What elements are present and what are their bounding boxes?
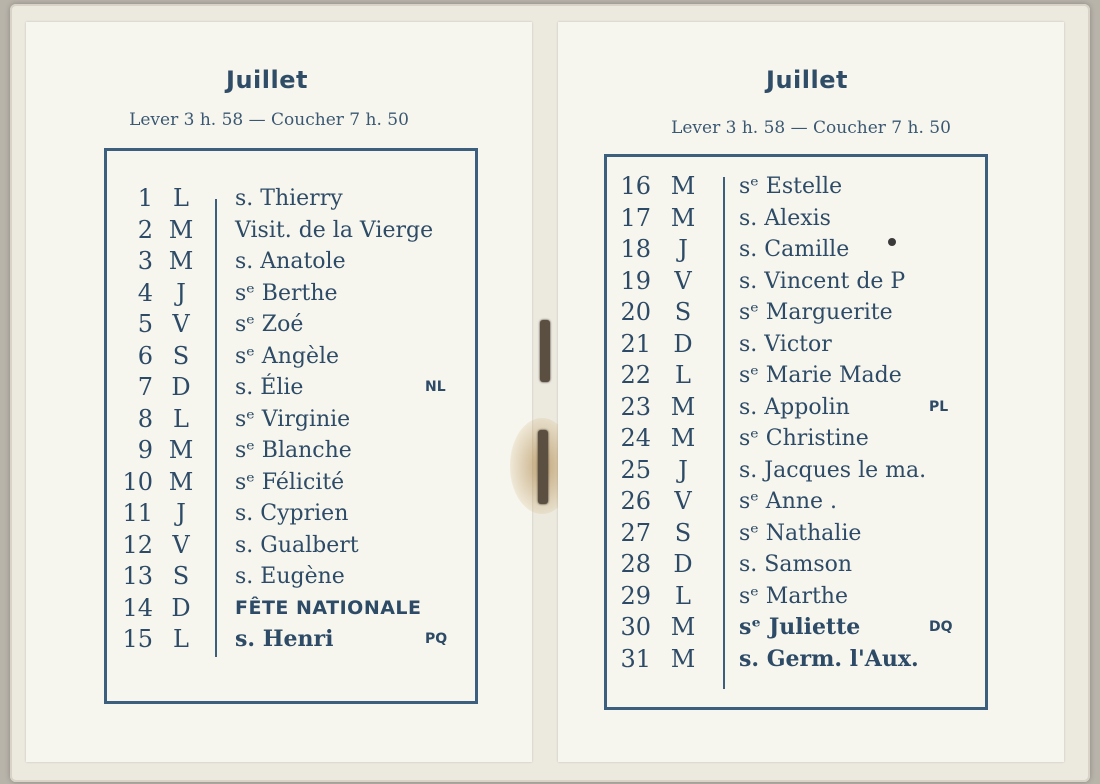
day-number: 20 bbox=[620, 298, 651, 326]
saint-name: sᵉ Marie Made bbox=[739, 363, 902, 388]
day-row bbox=[107, 530, 475, 562]
moon-phase-label: NL bbox=[425, 379, 446, 395]
saint-name: sᵉ Berthe bbox=[235, 280, 338, 306]
moon-phase-label: PL bbox=[929, 398, 949, 415]
day-row bbox=[607, 581, 985, 613]
day-number: 3 bbox=[137, 247, 153, 275]
day-row bbox=[107, 215, 475, 247]
day-number: 25 bbox=[620, 455, 651, 484]
saint-name: sᵉ Virginie bbox=[235, 406, 351, 432]
day-number: 17 bbox=[620, 203, 651, 232]
day-number: 13 bbox=[122, 562, 153, 590]
weekday-letter: V bbox=[172, 310, 190, 338]
staple-bottom bbox=[538, 430, 548, 504]
day-number: 31 bbox=[620, 644, 651, 673]
day-number: 15 bbox=[122, 625, 153, 653]
sunrise-sunset: Lever 3 h. 58 — Coucher 7 h. 50 bbox=[671, 118, 951, 138]
day-row bbox=[607, 455, 985, 487]
saint-name: Visit. de la Vierge bbox=[235, 217, 434, 243]
day-number: 26 bbox=[620, 487, 651, 515]
moon-phase-label: DQ bbox=[929, 619, 953, 635]
left-page bbox=[26, 22, 532, 762]
day-number: 30 bbox=[620, 613, 651, 641]
day-number: 28 bbox=[620, 550, 651, 578]
weekday-letter: L bbox=[675, 581, 691, 610]
sunrise-sunset: Lever 3 h. 58 — Coucher 7 h. 50 bbox=[129, 110, 409, 130]
saint-name: s. Vincent de P bbox=[739, 268, 906, 294]
calendar-booklet bbox=[10, 4, 1090, 782]
day-number: 6 bbox=[137, 341, 153, 370]
day-number: 2 bbox=[137, 215, 153, 244]
days-table bbox=[604, 154, 988, 710]
saint-name: s. Henri bbox=[235, 626, 334, 652]
weekday-letter: L bbox=[173, 184, 189, 212]
day-number: 16 bbox=[620, 172, 651, 200]
day-number: 12 bbox=[122, 530, 153, 559]
day-row bbox=[107, 561, 475, 593]
ink-spot bbox=[888, 238, 896, 246]
saint-name: s. Germ. l'Aux. bbox=[739, 645, 919, 672]
day-row bbox=[607, 644, 985, 676]
day-row bbox=[607, 266, 985, 298]
saint-name: s. Anatole bbox=[235, 249, 346, 274]
day-row bbox=[107, 341, 475, 373]
day-row bbox=[607, 518, 985, 550]
day-row bbox=[607, 486, 985, 518]
saint-name: sᵉ Christine bbox=[739, 426, 869, 451]
weekday-letter: S bbox=[674, 518, 692, 547]
saint-name: s. Alexis bbox=[739, 205, 831, 231]
day-number: 23 bbox=[620, 392, 651, 421]
weekday-letter: J bbox=[176, 499, 186, 527]
day-row bbox=[607, 612, 985, 644]
day-number: 8 bbox=[137, 404, 153, 433]
day-row bbox=[107, 467, 475, 499]
weekday-letter: M bbox=[168, 215, 194, 244]
saint-name: s. Jacques le ma. bbox=[739, 457, 927, 483]
day-row bbox=[107, 624, 475, 656]
weekday-letter: M bbox=[670, 203, 696, 232]
day-row bbox=[107, 278, 475, 310]
weekday-letter: M bbox=[670, 644, 696, 673]
weekday-letter: M bbox=[670, 613, 696, 641]
day-row bbox=[607, 203, 985, 235]
weekday-letter: V bbox=[674, 266, 692, 295]
saint-name: sᵉ Juliette bbox=[739, 614, 861, 640]
saint-name: sᵉ Marthe bbox=[739, 583, 848, 609]
weekday-letter: L bbox=[675, 361, 691, 389]
day-number: 27 bbox=[620, 518, 651, 547]
weekday-letter: V bbox=[674, 487, 692, 515]
day-number: 22 bbox=[620, 361, 651, 389]
month-title: Juillet bbox=[226, 66, 308, 94]
day-number: 9 bbox=[137, 436, 153, 464]
day-number: 5 bbox=[137, 310, 153, 338]
saint-name: s. Camille bbox=[739, 237, 850, 262]
weekday-letter: M bbox=[670, 392, 696, 421]
day-row bbox=[107, 435, 475, 467]
day-number: 4 bbox=[137, 278, 153, 307]
day-row bbox=[607, 234, 985, 266]
weekday-letter: D bbox=[171, 373, 191, 401]
day-row bbox=[607, 171, 985, 203]
day-number: 21 bbox=[620, 329, 651, 358]
weekday-letter: M bbox=[670, 424, 696, 452]
day-row bbox=[607, 423, 985, 455]
weekday-letter: M bbox=[168, 436, 194, 464]
weekday-letter: S bbox=[674, 298, 692, 326]
day-number: 7 bbox=[137, 373, 153, 401]
staple-top bbox=[540, 320, 550, 382]
day-list bbox=[107, 183, 475, 656]
day-row bbox=[107, 498, 475, 530]
saint-name: sᵉ Marguerite bbox=[739, 300, 893, 325]
saint-name: s. Élie bbox=[235, 375, 304, 400]
day-row bbox=[107, 404, 475, 436]
day-row bbox=[107, 183, 475, 215]
day-row bbox=[607, 549, 985, 581]
saint-name: s. Eugène bbox=[235, 564, 345, 589]
day-row bbox=[107, 246, 475, 278]
day-number: 1 bbox=[137, 184, 153, 212]
saint-name: s. Thierry bbox=[235, 186, 343, 211]
saint-name: sᵉ Blanche bbox=[235, 438, 352, 463]
saint-name: s. Gualbert bbox=[235, 532, 359, 558]
weekday-letter: M bbox=[168, 467, 194, 496]
weekday-letter: L bbox=[173, 625, 189, 653]
day-number: 10 bbox=[122, 467, 153, 496]
day-number: 18 bbox=[620, 235, 651, 263]
weekday-letter: L bbox=[173, 404, 189, 433]
saint-name: sᵉ Angèle bbox=[235, 343, 340, 369]
day-number: 29 bbox=[620, 581, 651, 610]
day-row bbox=[607, 329, 985, 361]
day-number: 14 bbox=[122, 593, 153, 622]
weekday-letter: M bbox=[168, 247, 194, 275]
day-row bbox=[607, 360, 985, 392]
days-table bbox=[104, 148, 478, 704]
weekday-letter: J bbox=[176, 278, 186, 307]
weekday-letter: S bbox=[172, 562, 190, 590]
day-number: 19 bbox=[620, 266, 651, 295]
day-row bbox=[107, 593, 475, 625]
day-number: 24 bbox=[620, 424, 651, 452]
saint-name: sᵉ Anne . bbox=[739, 489, 838, 514]
right-page bbox=[558, 22, 1064, 762]
moon-phase-label: PQ bbox=[425, 631, 448, 647]
month-title: Juillet bbox=[766, 66, 848, 94]
weekday-letter: D bbox=[171, 593, 191, 622]
day-row bbox=[107, 372, 475, 404]
saint-name: sᵉ Zoé bbox=[235, 312, 304, 337]
saint-name: sᵉ Nathalie bbox=[739, 520, 862, 546]
saint-name: s. Appolin bbox=[739, 394, 850, 420]
weekday-letter: J bbox=[678, 455, 688, 484]
weekday-letter: D bbox=[673, 550, 693, 578]
day-number: 11 bbox=[122, 499, 153, 527]
day-row bbox=[107, 309, 475, 341]
day-row bbox=[607, 392, 985, 424]
saint-name: s. Victor bbox=[739, 331, 832, 357]
weekday-letter: M bbox=[670, 172, 696, 200]
weekday-letter: D bbox=[673, 329, 693, 358]
saint-name: FÊTE NATIONALE bbox=[235, 596, 422, 619]
weekday-letter: J bbox=[678, 235, 688, 263]
day-row bbox=[607, 297, 985, 329]
saint-name: s. Cyprien bbox=[235, 501, 349, 526]
weekday-letter: S bbox=[172, 341, 190, 370]
saint-name: sᵉ Estelle bbox=[739, 174, 843, 199]
saint-name: s. Samson bbox=[739, 552, 853, 577]
saint-name: sᵉ Félicité bbox=[235, 469, 345, 495]
weekday-letter: V bbox=[172, 530, 190, 559]
day-list bbox=[607, 171, 985, 675]
